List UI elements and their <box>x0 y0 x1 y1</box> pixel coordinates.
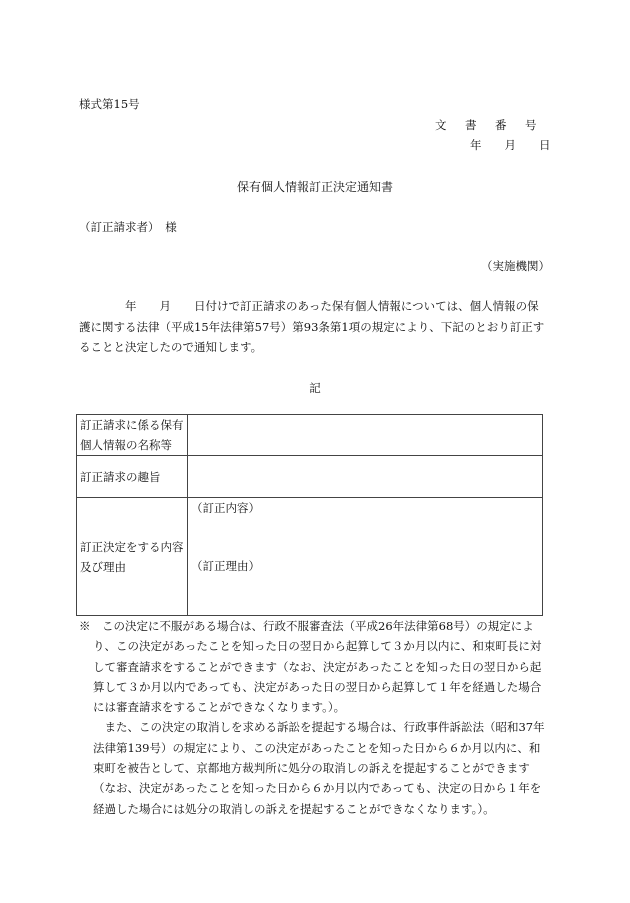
table-row <box>77 456 543 498</box>
body-paragraph: 年 月 日付けで訂正請求のあった保有個人情報については、個人情報の保護に関する法律（平成15年法律第57号）第93条第1項の規定により、下記のとおり訂正することと決定したので通知します。 <box>79 299 545 355</box>
note-lawsuit: また、この決定の取消しを求める訴訟を提起する場合は、行政事件訴訟法（昭和37年法律第139号）の規定により、この決定があったことを知った日から６か月以内に、和束町を被告として、京都地方裁判所に処分の取消しの訴えを提起することができます（なお、決定があったことを知った日から６か月以内であっても、決定の日から１年を経過した場合には処分の取消しの訴えを提起することができなくなります。）。 <box>93 720 545 816</box>
correction-content-label: （訂正内容） <box>191 501 260 515</box>
body-text <box>79 296 547 358</box>
record-mark: 記 <box>309 381 321 395</box>
issuing-agency: （実施機関） <box>481 259 550 273</box>
row-value-decision <box>188 498 543 616</box>
row-value-info-name <box>188 415 543 456</box>
note-appeal: ※ この決定に不服がある場合は、行政不服審査法（平成26年法律第68号）の規定により、この決定があったことを知った日の翌日から起算して３か月以内に、和束町長に対して審査請求をすることができます（なお、決定があったことを知った日の翌日から起算して３か月以内であっても、決定があった日の翌日から起算して１年を経過した場合には審査請求をすることができなくなります。）。 <box>79 619 542 715</box>
table-row <box>77 498 543 616</box>
row-label-decision: 訂正決定をする内容及び理由 <box>77 498 188 616</box>
correction-reason-label: （訂正理由） <box>191 559 260 573</box>
notes <box>79 616 549 819</box>
row-label-info-name: 訂正請求に係る保有個人情報の名称等 <box>77 415 188 456</box>
detail-table <box>76 414 543 616</box>
date-label: 年月日 <box>470 138 574 152</box>
table-row <box>77 415 543 456</box>
document-title: 保有個人情報訂正決定通知書 <box>236 180 393 194</box>
form-number: 様式第15号 <box>79 97 140 111</box>
row-value-request-purpose <box>188 456 543 498</box>
row-label-request-purpose: 訂正請求の趣旨 <box>77 456 188 498</box>
addressee: （訂正請求者） 様 <box>79 220 177 234</box>
document-number-label: 文書番号 <box>435 118 555 132</box>
